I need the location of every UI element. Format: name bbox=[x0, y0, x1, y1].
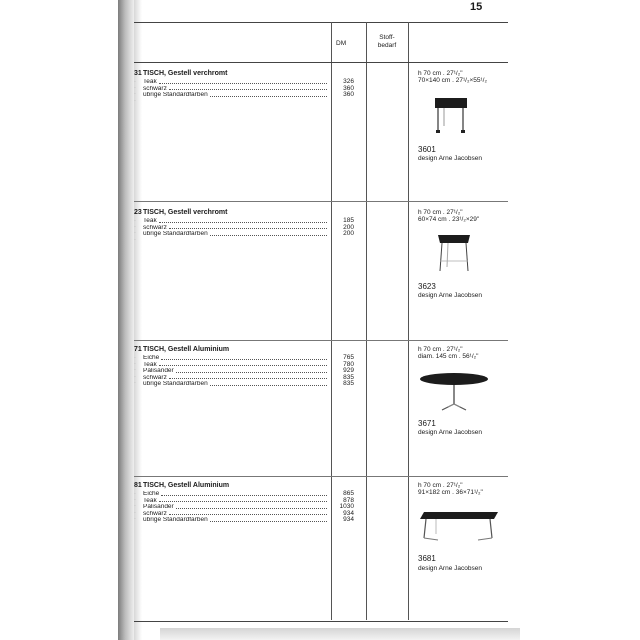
dimensions: h 70 cm . 27¹/₂" 91×182 cm . 36×71¹/₂" bbox=[418, 482, 483, 496]
oval-table-icon bbox=[418, 370, 490, 414]
fabric-header-line2: bedarf bbox=[377, 42, 397, 49]
price: 360 bbox=[343, 91, 354, 99]
price-column-header: DM bbox=[336, 40, 347, 47]
edge-marks: · · · · bbox=[134, 79, 136, 104]
column-divider bbox=[366, 22, 367, 620]
variant-item: Teak bbox=[143, 79, 329, 86]
price: 185 bbox=[343, 217, 354, 224]
article-number: 81 bbox=[134, 482, 142, 489]
variant-item: Palisander bbox=[143, 368, 329, 375]
row-divider bbox=[134, 476, 508, 477]
model-number: 3671 bbox=[418, 419, 436, 428]
variant-item: schwarz bbox=[143, 225, 329, 232]
variant-item: schwarz bbox=[143, 511, 329, 518]
column-divider bbox=[408, 22, 409, 620]
item-title: TISCH, Gestell verchromt bbox=[143, 70, 228, 77]
long-table-icon bbox=[418, 510, 500, 544]
variant-list bbox=[143, 355, 329, 388]
variant-item: Teak bbox=[143, 498, 329, 505]
price: 934 bbox=[343, 509, 354, 517]
edge-marks: · · · · · bbox=[134, 491, 136, 522]
price: 934 bbox=[343, 516, 354, 524]
model-number: 3681 bbox=[418, 554, 436, 563]
designer-credit: design Arne Jacobsen bbox=[418, 155, 482, 162]
price-list bbox=[332, 355, 354, 388]
dimensions: h 70 cm . 27¹/₂" 60×74 cm . 23¹/₂×29" bbox=[418, 209, 480, 223]
column-divider bbox=[331, 22, 332, 620]
price: 780 bbox=[343, 360, 354, 368]
price-list bbox=[332, 218, 354, 238]
variant-list bbox=[143, 218, 329, 238]
item-title: TISCH, Gestell Aluminium bbox=[143, 346, 230, 353]
price: 326 bbox=[343, 78, 354, 85]
variant-item: Teak bbox=[143, 362, 329, 369]
row-divider bbox=[134, 201, 508, 202]
dimensions: h 70 cm . 27¹/₂" diam. 145 cm . 56¹/₂" bbox=[418, 346, 479, 360]
variant-item: übrige Standardfarben bbox=[143, 517, 329, 524]
price: 765 bbox=[343, 354, 354, 361]
dimensions: h 70 cm . 27¹/₂" 70×140 cm . 27¹/₂×55¹/₂ bbox=[418, 70, 488, 84]
variant-list bbox=[143, 79, 329, 99]
designer-credit: design Arne Jacobsen bbox=[418, 565, 482, 572]
price: 1030 bbox=[339, 503, 354, 511]
price: 835 bbox=[343, 373, 354, 381]
header-divider bbox=[134, 62, 508, 63]
page-edge bbox=[160, 628, 520, 640]
edge-marks: · · · · · bbox=[134, 355, 136, 386]
variant-item: schwarz bbox=[143, 375, 329, 382]
variant-item: Eiche bbox=[143, 491, 329, 498]
article-number: 71 bbox=[134, 346, 142, 353]
designer-credit: design Arne Jacobsen bbox=[418, 292, 482, 299]
small-table-icon bbox=[436, 231, 472, 277]
book-spine bbox=[118, 0, 134, 640]
price: 878 bbox=[343, 496, 354, 504]
fabric-column-header bbox=[368, 34, 406, 50]
row-divider bbox=[134, 340, 508, 341]
variant-item: Palisander bbox=[143, 504, 329, 511]
item-title: TISCH, Gestell Aluminium bbox=[143, 482, 230, 489]
variant-item: Teak bbox=[143, 218, 329, 225]
article-number: 23 bbox=[134, 209, 142, 216]
price: 835 bbox=[343, 380, 354, 388]
variant-item: schwarz bbox=[143, 86, 329, 93]
article-number: 31 bbox=[134, 70, 142, 77]
price-list bbox=[332, 79, 354, 99]
price: 360 bbox=[343, 84, 354, 92]
edge-marks: · · · · bbox=[134, 218, 136, 243]
item-title: TISCH, Gestell verchromt bbox=[143, 209, 228, 216]
fabric-header-line1: Stoff- bbox=[379, 34, 395, 41]
price: 929 bbox=[343, 367, 354, 375]
variant-item: übrige Standardfarben bbox=[143, 231, 329, 238]
rectangular-table-icon bbox=[434, 96, 468, 136]
designer-credit: design Arne Jacobsen bbox=[418, 429, 482, 436]
variant-item: übrige Standardfarben bbox=[143, 381, 329, 388]
price: 200 bbox=[343, 230, 354, 238]
price-list bbox=[332, 491, 354, 524]
model-number: 3623 bbox=[418, 282, 436, 291]
page-number: 15 bbox=[470, 1, 483, 13]
price: 200 bbox=[343, 223, 354, 231]
variant-item: Eiche bbox=[143, 355, 329, 362]
model-number: 3601 bbox=[418, 145, 436, 154]
variant-list bbox=[143, 491, 329, 524]
price: 865 bbox=[343, 490, 354, 497]
variant-item: übrige Standardfarben bbox=[143, 92, 329, 99]
